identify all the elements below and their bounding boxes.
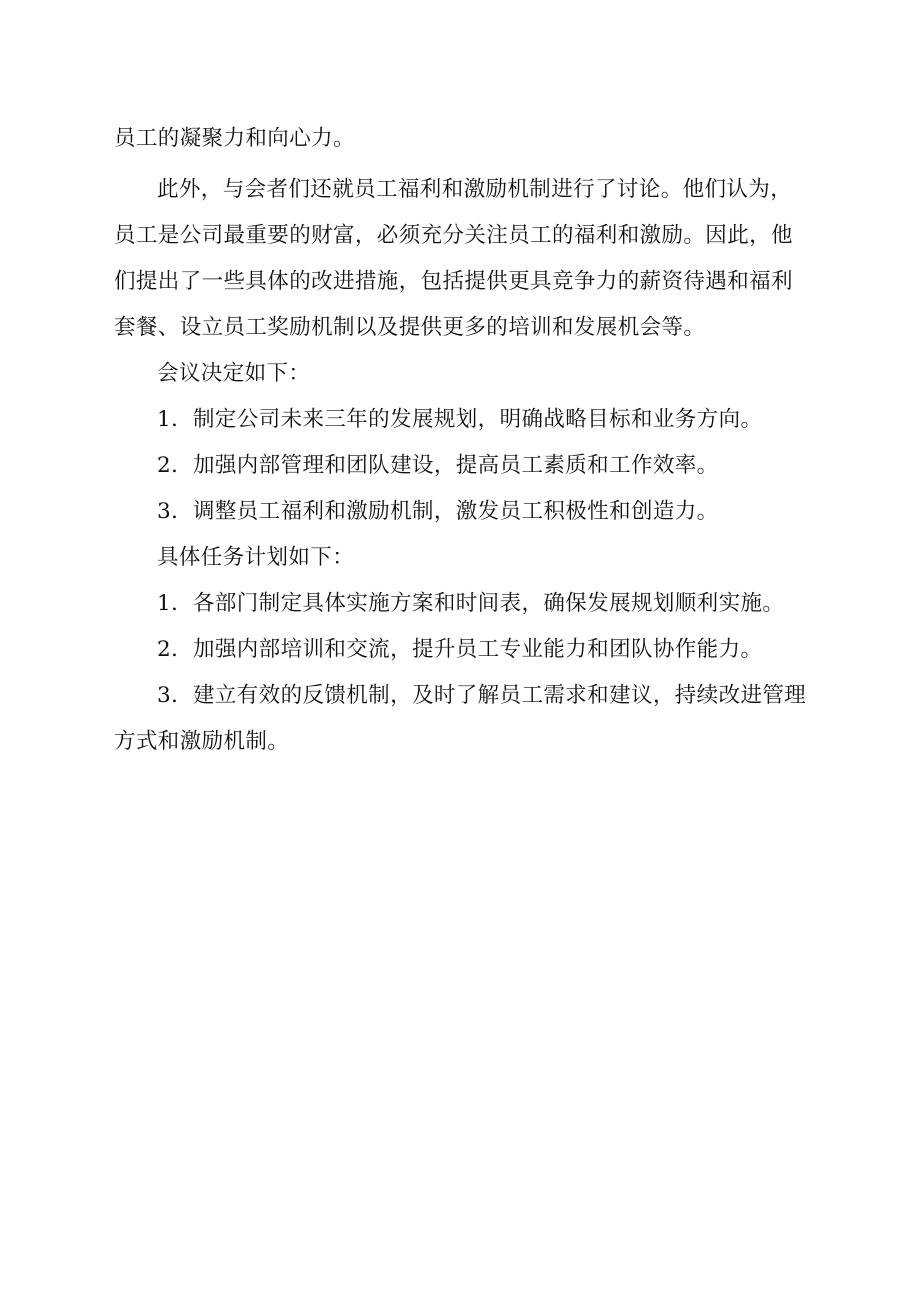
decisions-heading: 会议决定如下： xyxy=(157,361,311,386)
document-body xyxy=(114,116,810,765)
decision-item-2: 2．加强内部管理和团队建设，提高员工素质和工作效率。 xyxy=(157,453,719,478)
decision-item-1: 1．制定公司未来三年的发展规划，明确战略目标和业务方向。 xyxy=(157,407,763,432)
task-item-1: 1．各部门制定具体实施方案和时间表，确保发展规划顺利实施。 xyxy=(157,591,785,616)
paragraph-continuation: 员工的凝聚力和向心力。 xyxy=(114,126,355,151)
task-item-3: 3．建立有效的反馈机制，及时了解员工需求和建议，持续改进管理方式和激励机制。 xyxy=(114,683,807,754)
tasks-heading: 具体任务计划如下： xyxy=(157,545,355,570)
task-item-2: 2．加强内部培训和交流，提升员工专业能力和团队协作能力。 xyxy=(157,637,763,662)
paragraph-discussion: 此外，与会者们还就员工福利和激励机制进行了讨论。他们认为，员工是公司最重要的财富，必须充分关注员工的福利和激励。因此，他们提出了一些具体的改进措施，包括提供更具竞争力的薪资待遇和福利套餐、设立员工奖励机制以及提供更多的培训和发展机会等。 xyxy=(114,177,793,340)
decision-item-3: 3．调整员工福利和激励机制，激发员工积极性和创造力。 xyxy=(157,499,719,524)
